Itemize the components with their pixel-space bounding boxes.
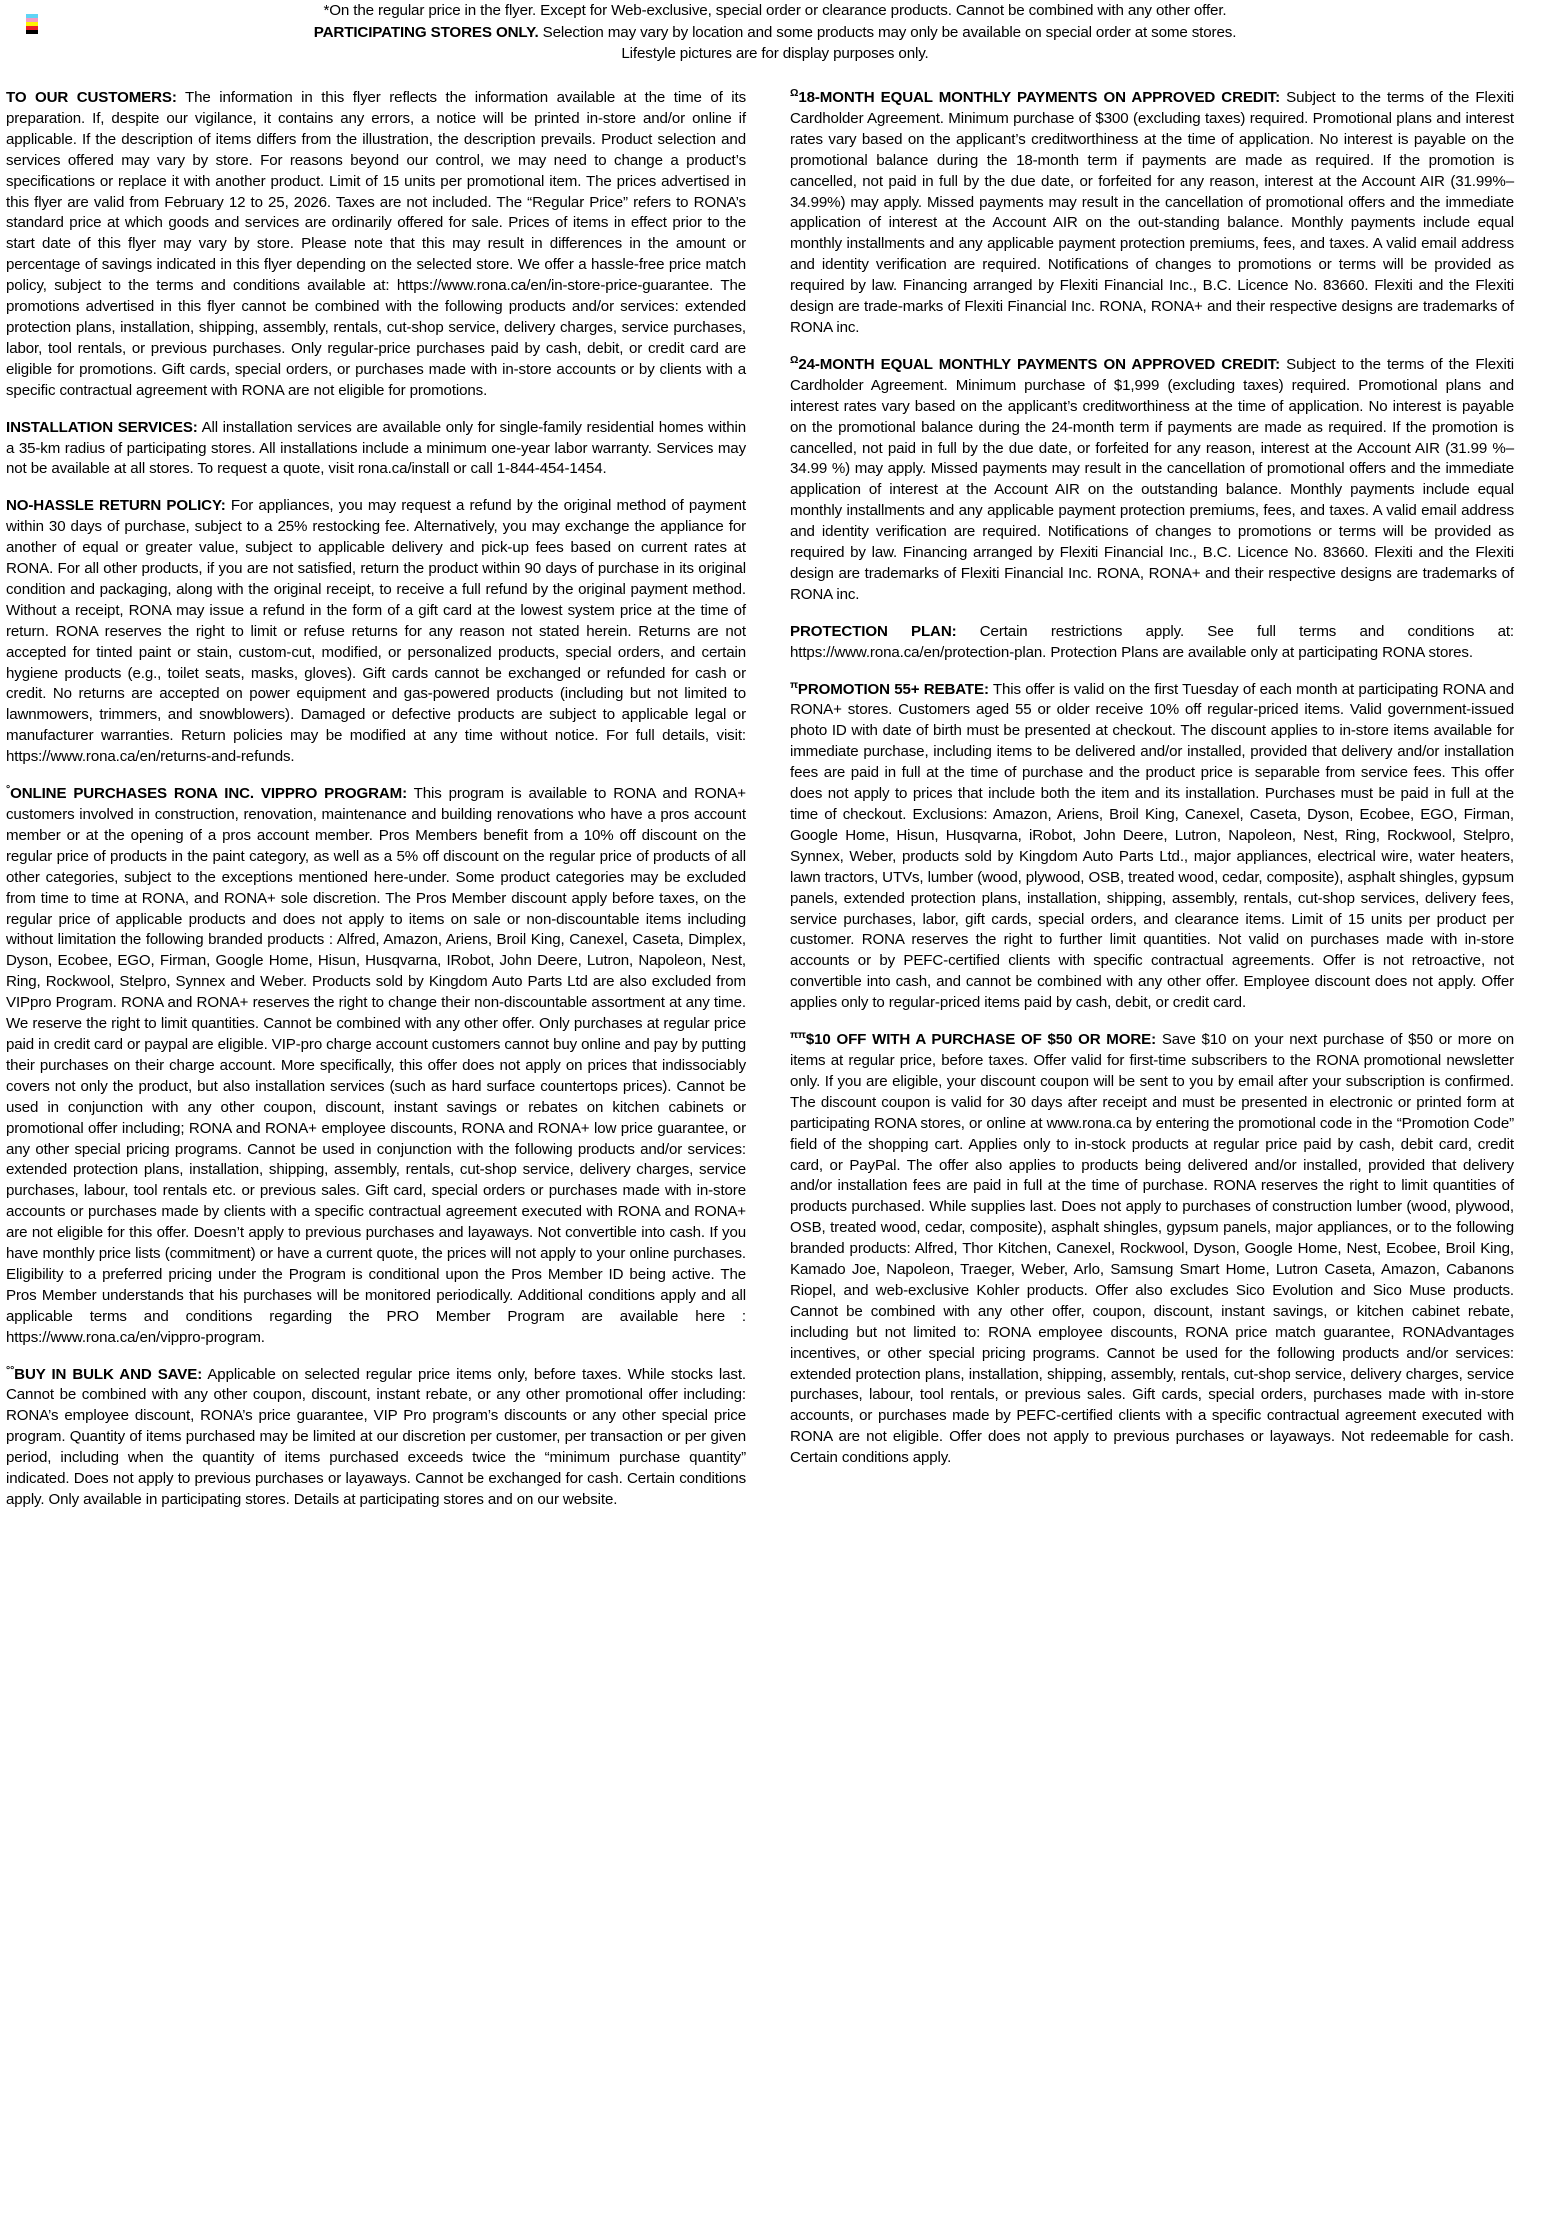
terms-columns xyxy=(0,88,1550,1511)
clause-body: This program is available to RONA and RONA+ customers involved in construction, renovation, maintenance and building renovations who have a pros account member or at the opening of a pros account member. Pros Members benefit from a 10% off discount on the regular price of products in the paint category, as well as a 5% off discount on the regular price of products of all other categories, subject to the exceptions mentioned here-under. Some product categories may be excluded from time to time at RONA, and RONA+ sole discretion. The Pros Member discount apply before taxes, on the regular price of applicable products and does not apply to items on sale or non-discountable items including without limitation the following branded products : Alfred, Amazon, Ariens, Broil King, Canexel, Caseta, Dimplex, Dyson, Ecobee, EGO, Firman, Google Home, Hisun, Husqvarna, IRobot, John Deere, Lutron, Napoleon, Nest, Ring, Rockwool, Stelpro, Synnex and Weber. Products sold by Kingdom Auto Parts Ltd are also excluded from VIPpro Program. RONA and RONA+ reserves the right to change their non-discountable assortment at any time. We reserve the right to limit quantities. Cannot be combined with any other offer. Only purchases at regular price paid in credit card or paypal are eligible. VIP-pro charge account customers cannot buy online and pay by putting their purchases on their charge account. More specifically, this offer does not apply on prices that indissociably covers not only the product, but also installation services (such as hard surface countertops prices). Cannot be used in conjunction with any other coupon, discount, instant savings or rebates on kitchen cabinets or promotional offer including; RONA and RONA+ employee discounts, RONA and RONA+ low price guarantee, or any other special pricing programs. Cannot be used in conjunction with the following products and/or services: extended protection plans, installation, shipping, assembly, rentals, cut-shop service, delivery charges, service purchases, labour, tool rentals etc. or previous sales. Gift card, special orders or purchases made with in-store accounts or purchases made by clients with a specific contractual agreement executed with RONA and RONA+ are not eligible for this offer. Doesn’t apply to previous purchases and layaways. Not convertible into cash. If you have monthly price lists (commitment) or have a current quote, the prices will not apply to your online purchases. Eligibility to a preferred pricing under the Program is conditional upon the Pros Member ID being active. The Pros Member understands that his purchases will be monitored periodically. Additional conditions apply and all applicable terms and conditions regarding the PRO Member Program are available here : https://www.rona.ca/en/vippro-program. xyxy=(6,785,746,1346)
terms-column-right xyxy=(760,88,1520,1511)
clause-24-month-equal-monthly-payments xyxy=(790,355,1514,606)
clause-no-hassle-return-policy xyxy=(6,496,746,768)
clause-body: Certain restrictions apply. See full terms and conditions at: https://www.rona.ca/en/protection-plan. Protection Plans are available only at participating RONA stores. xyxy=(790,622,1514,661)
clause-heading: 24-MONTH EQUAL MONTHLY PAYMENTS ON APPROVED CREDIT: xyxy=(798,355,1280,373)
clause-heading: TO OUR CUSTOMERS: xyxy=(6,89,177,106)
clause-marker: Ω xyxy=(790,86,799,99)
clause-body: All installation services are available only for single-family residential homes within a 35-km radius of participating stores. All installations include a minimum one-year labor warranty. Services may not be available at all stores. To request a quote, visit rona.ca/install or call 1-844-454-1454. xyxy=(6,418,747,478)
clause-marker: ππ xyxy=(790,1029,806,1042)
clause-marker: Ω xyxy=(790,353,799,366)
top-notice xyxy=(0,0,1550,65)
clause-marker: °° xyxy=(6,1363,15,1376)
clause-body: Save $10 on your next purchase of $50 or more on items at regular price, before taxes. Offer valid for first-time subscribers to the RONA promotional newsletter only. If you are eligible, your discount coupon will be sent to you by email after your subscription is confirmed. The discount coupon is valid for 30 days after receipt and must be presented in electronic or printed form at participating RONA stores, or online at www.rona.ca by entering the promotional code in the “Promotion Code” field of the shopping cart. Applies only to in-stock products at regular price paid by cash, debit card, credit card, or PayPal. The offer also applies to products being delivered and/or installed, provided that delivery and/or installation fees are paid in full at the time of purchase. RONA reserves the right to limit quantities of products purchased. While supplies last. Does not apply to purchases of construction lumber (wood, plywood, OSB, treated wood, cedar, composite), asphalt shingles, gypsum panels, major appliances, or to the following branded products: Alfred, Thor Kitchen, Canexel, Rockwool, Dyson, Google Home, Nest, Ecobee, Broil King, Kamado Joe, Napoleon, Traeger, Weber, Arlo, Samsung Smart Home, Lutron Caseta, Amazon, Cabanons Riopel, and web-exclusive Kohler products. Offer also excludes Sico Evolution and Sico Muse products. Cannot be combined with any other offer, coupon, discount, instant savings, or kitchen cabinet rebate, including but not limited to: RONA employee discounts, RONA price match guarantee, RONAdvantages incentives, or other special pricing programs. Cannot be used for the following products and/or services: extended protection plans, installation, shipping, assembly, rentals, cut-shop service, delivery charges, service purchases, labour, tool rentals, or previous sales. Gift cards, special orders, purchases made with in-store accounts, or purchases made by PEFC-certified clients with a specific contractual agreement executed with RONA are not eligible. Offer does not apply to previous purchases or layaways. Not redeemable for cash. Certain conditions apply. xyxy=(790,1031,1514,1467)
clause-body: Subject to the terms of the Flexiti Cardholder Agreement. Minimum purchase of $1,999 (excluding taxes) required. Promotional plans and interest rates vary based on the applicant’s creditworthiness at the time of application. No interest is payable on the promotional balance during the 24-month term if payments are made as required. If the promotion is cancelled, not paid in full by the due date, or forfeited for any reason, interest at the Account AIR (31.99 %–34.99 %) may apply. Missed payments may result in the cancellation of promotional offers and the immediate application of interest at the Account AIR on the outstanding balance. Monthly payments include equal monthly installments and any applicable payment protection premiums, fees, and taxes. A valid email address and identity verification are required. Notifications of changes to promotions or terms will be provided as required by law. Financing arranged by Flexiti Financial Inc., B.C. Licence No. 83660. Flexiti and the Flexiti design are trademarks of Flexiti Financial Inc. RONA, RONA+ and their respective designs are trademarks of RONA inc. xyxy=(790,355,1515,603)
clause-heading: PROTECTION PLAN: xyxy=(790,622,957,640)
clause-body: Subject to the terms of the Flexiti Cardholder Agreement. Minimum purchase of $300 (excluding taxes) required. Promotional plans and interest rates vary based on the applicant’s creditworthiness at the time of application. No interest is payable on the promotional balance during the 18-month term if payments are made as required. If the promotion is cancelled, not paid in full by the due date, or forfeited for any reason, interest at the Account AIR (31.99%–34.99%) may apply. Missed payments may result in the cancellation of promotional offers and the immediate application of interest at the Account AIR on the out-standing balance. Monthly payments include equal monthly installments and any applicable payment protection premiums, fees, and taxes. A valid email address and identity verification are required. Notifications of changes to promotions or terms will be provided as required by law. Financing arranged by Flexiti Financial Inc., B.C. Licence No. 83660. Flexiti and the Flexiti design are trade-marks of Flexiti Financial Inc. RONA, RONA+ and their respective designs are trademarks of RONA inc. xyxy=(790,89,1515,336)
top-notice-line-2-rest: Selection may vary by location and some products may only be available on special order at some stores. xyxy=(538,23,1237,41)
clause-buy-in-bulk-and-save xyxy=(6,1365,746,1511)
clause-heading: BUY IN BULK AND SAVE: xyxy=(14,1365,203,1383)
clause-heading: PROMOTION 55+ REBATE: xyxy=(797,680,989,698)
clause-marker: π xyxy=(790,678,798,691)
clause-online-purchases-vippro xyxy=(6,784,746,1348)
clause-body: This offer is valid on the first Tuesday of each month at participating RONA and RONA+ stores. Customers aged 55 or older receive 10% off regular-priced items. Valid government-issued photo ID with date of birth must be presented at checkout. The discount applies to in-store items available for immediate purchase, including items to be delivered and/or installed, provided that delivery and/or installation fees are paid in full at the time of purchase and the product price is separable from service fees. This offer does not apply to prices that include both the item and its installation. Purchases must be paid in full at the time of checkout. Exclusions: Amazon, Ariens, Broil King, Canexel, Caseta, Dyson, Ecobee, EGO, Firman, Google Home, Hisun, Husqvarna, iRobot, John Deere, Lutron, Napoleon, Nest, Ring, Rockwool, Stelpro, Synnex, Weber, products sold by Kingdom Auto Parts Ltd., major appliances, electrical wire, water heaters, lawn tractors, UTVs, lumber (wood, plywood, OSB, treated wood, cedar, composite), asphalt shingles, gypsum panels, extended protection plans, installation, shipping, assembly, rentals, cut-shop services, delivery fees, service purchases, labor, gift cards, special orders, and clearance items. Limit of 15 units per product per customer. RONA reserves the right to further limit quantities. Not valid on purchases made with in-store accounts or by PEFC-certified clients with specific contractual agreements. Offer is not retroactive, not convertible into cash, and cannot be combined with any other offer. Employee discount does not apply. Offer applies only to regular-priced items paid by cash, debit, or credit card. xyxy=(790,680,1514,1012)
clause-heading: INSTALLATION SERVICES: xyxy=(6,418,198,436)
clause-body: Applicable on selected regular price items only, before taxes. While stocks last. Cannot be combined with any other coupon, discount, instant rebate, or any other promotional offer including: RONA’s employee discount, RONA’s price guarantee, VIP Pro program’s discounts or any other special price program. Quantity of items purchased may be limited at our discretion per customer, per transaction or per given period, including when the quantity of items purchased exceeds twice the “minimum purchase quantity” indicated. Does not apply to previous purchases or layaways. Cannot be exchanged for cash. Certain conditions apply. Only available in participating stores. Details at participating stores and on our website. xyxy=(6,1365,747,1508)
clause-body: For appliances, you may request a refund by the original method of payment within 30 days of purchase, subject to a 25% restocking fee. Alternatively, you may exchange the appliance for another of equal or greater value, subject to applicable delivery and pick-up fees based on current rates at RONA. For all other products, if you are not satisfied, return the product within 90 days of purchase in its original condition and packaging, along with the original receipt, to receive a full refund by the original payment method. Without a receipt, RONA may issue a refund in the form of a gift card at the lowest system price at the time of return. RONA reserves the right to limit or refuse returns for any reason not stated herein. Returns are not accepted for tinted paint or stain, custom-cut, modified, or personalized products, special orders, and certain hygiene products (e.g., toilet seats, masks, gloves). Gift cards cannot be exchanged or refunded for cash or credit. No returns are accepted on power equipment and gas-powered products (including but not limited to lawnmowers, trimmers, and snowblowers). Damaged or defective products are subject to applicable legal or manufacturer warranties. Return policies may be modified at any time without notice. For full details, visit: https://www.rona.ca/en/returns-and-refunds. xyxy=(6,497,746,766)
clause-heading: $10 OFF WITH A PURCHASE OF $50 OR MORE: xyxy=(805,1031,1157,1049)
clause-promotion-55-rebate xyxy=(790,680,1514,1015)
clause-installation-services xyxy=(6,418,746,481)
clause-protection-plan xyxy=(790,622,1514,664)
top-notice-bold-lead: PARTICIPATING STORES ONLY. xyxy=(313,23,539,41)
top-notice-line-1: *On the regular price in the flyer. Except for Web-exclusive, special order or clearance products. Cannot be combined with any other offer. xyxy=(323,2,1227,19)
clause-heading: 18-MONTH EQUAL MONTHLY PAYMENTS ON APPROVED CREDIT: xyxy=(798,89,1280,106)
clause-heading: NO-HASSLE RETURN POLICY: xyxy=(6,497,226,515)
clause-heading: ONLINE PURCHASES RONA INC. VIPPRO PROGRAM: xyxy=(10,785,408,803)
clause-body: The information in this flyer reflects the information available at the time of its preparation. If, despite our vigilance, it contains any errors, a notice will be printed in-store and/or online if applicable. If the description of items differs from the illustration, the description prevails. Product selection and services offered may vary by store. For reasons beyond our control, we may need to change a product’s specifications or replace it with another product. Limit of 15 units per promotional item. The prices advertised in this flyer are valid from February 12 to 25, 2026. Taxes are not included. The “Regular Price” refers to RONA’s standard price at which goods and services are ordinarily offered for sale. Prices of items in effect prior to the start date of this flyer may vary by store. Please note that this may result in differences in the amount or percentage of savings indicated in this flyer depending on the selected store. We offer a hassle-free price match policy, subject to the terms and conditions available at: https://www.rona.ca/en/in-store-price-guarantee. The promotions advertised in this flyer cannot be combined with the following products and/or services: extended protection plans, installation, shipping, assembly, rentals, cut-shop service, delivery charges, service purchases, labor, tool rentals, or previous purchases. Only regular-price purchases paid by cash, debit, or credit card are eligible for promotions. Gift cards, special orders, or purchases made with in-store accounts or by clients with a specific contractual agreement with RONA are not eligible for promotions. xyxy=(6,89,746,399)
top-notice-line-3: Lifestyle pictures are for display purposes only. xyxy=(621,45,929,62)
clause-ten-dollars-off-fifty-or-more xyxy=(790,1030,1514,1469)
clause-to-our-customers xyxy=(6,88,746,402)
clause-18-month-equal-monthly-payments xyxy=(790,88,1514,339)
terms-column-left xyxy=(0,88,760,1511)
clause-marker: ° xyxy=(6,783,11,796)
top-notice-line-2 xyxy=(0,22,1550,44)
